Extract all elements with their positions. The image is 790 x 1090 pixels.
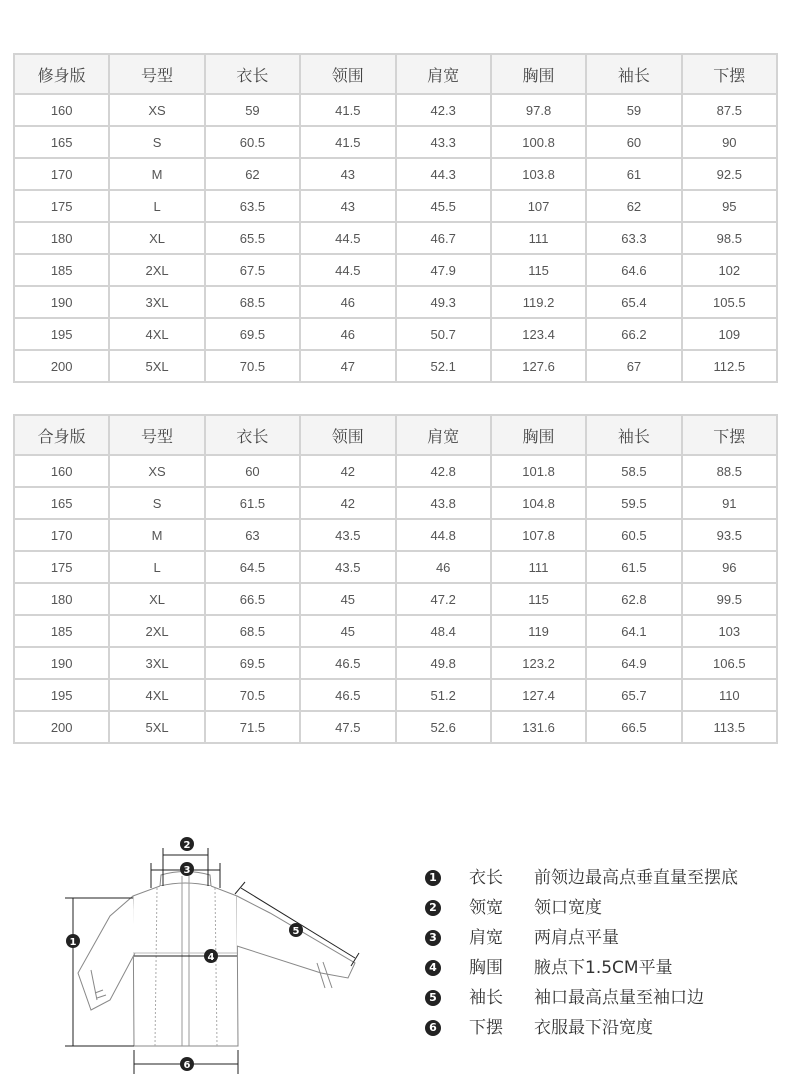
number-3-icon: 3 — [425, 930, 441, 946]
table-cell: S — [109, 126, 204, 158]
table-cell: 119.2 — [491, 286, 586, 318]
table-cell: 60 — [586, 126, 681, 158]
table-row — [14, 158, 777, 190]
table-cell: 90 — [682, 126, 777, 158]
table-cell: 2XL — [109, 615, 204, 647]
jacket-measurement-diagram — [55, 828, 375, 1083]
table-cell: 112.5 — [682, 350, 777, 382]
table-cell: 64.6 — [586, 254, 681, 286]
table-cell: 44.3 — [396, 158, 491, 190]
number-2-icon: 2 — [425, 900, 441, 916]
header-cell: 衣长 — [205, 54, 300, 94]
table-cell: XL — [109, 222, 204, 254]
number-1-icon: 1 — [425, 870, 441, 886]
header-cell: 肩宽 — [396, 415, 491, 455]
header-cell: 衣长 — [205, 415, 300, 455]
table-cell: 107.8 — [491, 519, 586, 551]
legend-item-name: 袖长 — [469, 988, 503, 1008]
table-row — [14, 519, 777, 551]
table-cell: 131.6 — [491, 711, 586, 743]
table-cell: 101.8 — [491, 455, 586, 487]
header-cell: 肩宽 — [396, 54, 491, 94]
table-cell: 123.4 — [491, 318, 586, 350]
table-cell: 62 — [205, 158, 300, 190]
table-cell: 98.5 — [682, 222, 777, 254]
table-cell: 105.5 — [682, 286, 777, 318]
legend-item-description: 衣服最下沿宽度 — [534, 1018, 653, 1038]
table-cell: 127.4 — [491, 679, 586, 711]
table-row — [14, 222, 777, 254]
table-cell: M — [109, 519, 204, 551]
table-cell: 47.5 — [300, 711, 395, 743]
table-cell: 66.5 — [586, 711, 681, 743]
table-cell: 67.5 — [205, 254, 300, 286]
table-cell: 47.9 — [396, 254, 491, 286]
table-cell: 69.5 — [205, 647, 300, 679]
table-cell: 67 — [586, 350, 681, 382]
legend-item-name: 肩宽 — [469, 928, 503, 948]
table-cell: 160 — [14, 94, 109, 126]
table-cell: XS — [109, 94, 204, 126]
table-cell: 200 — [14, 711, 109, 743]
table-cell: 190 — [14, 647, 109, 679]
table-cell: XL — [109, 583, 204, 615]
number-6-icon: 6 — [425, 1020, 441, 1036]
header-cell: 下摆 — [682, 54, 777, 94]
table-cell: 61 — [586, 158, 681, 190]
table-cell: 3XL — [109, 286, 204, 318]
table-cell: 106.5 — [682, 647, 777, 679]
table-cell: 65.5 — [205, 222, 300, 254]
table-cell: 46.7 — [396, 222, 491, 254]
table-cell: 50.7 — [396, 318, 491, 350]
table-header-row — [14, 54, 777, 94]
table-cell: 46.5 — [300, 647, 395, 679]
table-cell: 52.6 — [396, 711, 491, 743]
table-cell: 175 — [14, 551, 109, 583]
table-row — [14, 126, 777, 158]
table-cell: 115 — [491, 254, 586, 286]
table-cell: 42 — [300, 455, 395, 487]
table-cell: 64.1 — [586, 615, 681, 647]
table-cell: 123.2 — [491, 647, 586, 679]
table-cell: 119 — [491, 615, 586, 647]
table-cell: 51.2 — [396, 679, 491, 711]
marker-6-label: 6 — [183, 1060, 191, 1071]
table-row — [14, 647, 777, 679]
table-cell: 41.5 — [300, 94, 395, 126]
table-header-row — [14, 415, 777, 455]
table-cell: 59.5 — [586, 487, 681, 519]
table-cell: 170 — [14, 158, 109, 190]
table-cell: 43 — [300, 190, 395, 222]
table-row — [14, 711, 777, 743]
table-cell: 103.8 — [491, 158, 586, 190]
table-cell: 4XL — [109, 679, 204, 711]
header-cell: 下摆 — [682, 415, 777, 455]
table-row — [14, 350, 777, 382]
header-cell: 合身版 — [14, 415, 109, 455]
table-cell: 111 — [491, 551, 586, 583]
table-cell: 47 — [300, 350, 395, 382]
table-cell: 46 — [300, 318, 395, 350]
table-cell: 58.5 — [586, 455, 681, 487]
marker-1-label: 1 — [69, 937, 77, 948]
table-row — [14, 254, 777, 286]
table-row — [14, 455, 777, 487]
table-cell: 170 — [14, 519, 109, 551]
table-cell: 62.8 — [586, 583, 681, 615]
table-cell: 63.5 — [205, 190, 300, 222]
table-cell: 60.5 — [205, 126, 300, 158]
header-cell: 修身版 — [14, 54, 109, 94]
table-cell: 46 — [396, 551, 491, 583]
legend-item-name: 胸围 — [469, 958, 503, 978]
table-cell: 71.5 — [205, 711, 300, 743]
table-cell: 44.5 — [300, 254, 395, 286]
table-cell: 45.5 — [396, 190, 491, 222]
marker-3-label: 3 — [183, 865, 191, 876]
table-cell: 111 — [491, 222, 586, 254]
table-cell: 64.5 — [205, 551, 300, 583]
table-cell: 160 — [14, 455, 109, 487]
table-cell: 113.5 — [682, 711, 777, 743]
table-cell: 66.5 — [205, 583, 300, 615]
legend-item-description: 腋点下1.5CM平量 — [534, 958, 673, 978]
table-cell: 180 — [14, 583, 109, 615]
table-cell: 43 — [300, 158, 395, 190]
table-cell: 46.5 — [300, 679, 395, 711]
marker-2-label: 2 — [183, 840, 191, 851]
table-cell: 52.1 — [396, 350, 491, 382]
legend-item-name: 衣长 — [469, 868, 503, 888]
table-cell: 4XL — [109, 318, 204, 350]
table-cell: L — [109, 190, 204, 222]
table-cell: 95 — [682, 190, 777, 222]
table-cell: 185 — [14, 615, 109, 647]
marker-5-label: 5 — [292, 926, 300, 937]
table-row — [14, 94, 777, 126]
table-cell: 42.8 — [396, 455, 491, 487]
regular-fit-size-table — [13, 414, 778, 744]
table-cell: 200 — [14, 350, 109, 382]
table-cell: 110 — [682, 679, 777, 711]
table-cell: 45 — [300, 583, 395, 615]
table-cell: 62 — [586, 190, 681, 222]
legend-item-description: 两肩点平量 — [534, 928, 619, 948]
table-cell: 41.5 — [300, 126, 395, 158]
table-cell: 63 — [205, 519, 300, 551]
table-cell: 5XL — [109, 711, 204, 743]
table-cell: 43.5 — [300, 519, 395, 551]
legend-item-description: 前领边最高点垂直量至摆底 — [534, 868, 738, 888]
table-cell: 60 — [205, 455, 300, 487]
table-cell: 70.5 — [205, 679, 300, 711]
table-cell: XS — [109, 455, 204, 487]
table-cell: 47.2 — [396, 583, 491, 615]
table-cell: 68.5 — [205, 615, 300, 647]
header-cell: 袖长 — [586, 415, 681, 455]
table-cell: 99.5 — [682, 583, 777, 615]
table-cell: 60.5 — [586, 519, 681, 551]
table-cell: 97.8 — [491, 94, 586, 126]
table-row — [14, 286, 777, 318]
table-cell: 103 — [682, 615, 777, 647]
table-cell: 66.2 — [586, 318, 681, 350]
table-cell: L — [109, 551, 204, 583]
table-cell: 96 — [682, 551, 777, 583]
table-cell: 180 — [14, 222, 109, 254]
header-cell: 领围 — [300, 415, 395, 455]
table-cell: 104.8 — [491, 487, 586, 519]
slim-fit-size-table — [13, 53, 778, 383]
table-cell: 45 — [300, 615, 395, 647]
table-cell: 175 — [14, 190, 109, 222]
table-cell: 44.5 — [300, 222, 395, 254]
table-cell: 64.9 — [586, 647, 681, 679]
header-cell: 胸围 — [491, 54, 586, 94]
table-cell: 185 — [14, 254, 109, 286]
header-cell: 号型 — [109, 415, 204, 455]
table-cell: 43.3 — [396, 126, 491, 158]
table-cell: 46 — [300, 286, 395, 318]
table-cell: 5XL — [109, 350, 204, 382]
table-cell: 49.8 — [396, 647, 491, 679]
table-cell: 68.5 — [205, 286, 300, 318]
table-cell: 49.3 — [396, 286, 491, 318]
header-cell: 领围 — [300, 54, 395, 94]
table-cell: 190 — [14, 286, 109, 318]
table-cell: 3XL — [109, 647, 204, 679]
table-cell: 44.8 — [396, 519, 491, 551]
table-row — [14, 615, 777, 647]
table-cell: 43.8 — [396, 487, 491, 519]
legend-item-description: 领口宽度 — [534, 898, 602, 918]
table-cell: 61.5 — [586, 551, 681, 583]
table-cell: 61.5 — [205, 487, 300, 519]
table-cell: 127.6 — [491, 350, 586, 382]
table-row — [14, 679, 777, 711]
table-cell: 43.5 — [300, 551, 395, 583]
table-cell: 65.4 — [586, 286, 681, 318]
table-cell: 2XL — [109, 254, 204, 286]
header-cell: 号型 — [109, 54, 204, 94]
table-cell: 109 — [682, 318, 777, 350]
header-cell: 胸围 — [491, 415, 586, 455]
table-cell: 65.7 — [586, 679, 681, 711]
table-cell: 93.5 — [682, 519, 777, 551]
table-row — [14, 318, 777, 350]
table-cell: M — [109, 158, 204, 190]
table-row — [14, 551, 777, 583]
table-cell: 165 — [14, 487, 109, 519]
table-cell: 42 — [300, 487, 395, 519]
legend-item-name: 领宽 — [469, 898, 503, 918]
table-cell: S — [109, 487, 204, 519]
table-cell: 63.3 — [586, 222, 681, 254]
table-cell: 87.5 — [682, 94, 777, 126]
table-cell: 195 — [14, 318, 109, 350]
legend-item-name: 下摆 — [469, 1018, 503, 1038]
table-cell: 88.5 — [682, 455, 777, 487]
table-cell: 59 — [586, 94, 681, 126]
table-row — [14, 583, 777, 615]
table-cell: 91 — [682, 487, 777, 519]
table-row — [14, 487, 777, 519]
legend-item-description: 袖口最高点量至袖口边 — [534, 988, 704, 1008]
table-cell: 69.5 — [205, 318, 300, 350]
table-cell: 92.5 — [682, 158, 777, 190]
table-cell: 48.4 — [396, 615, 491, 647]
table-cell: 107 — [491, 190, 586, 222]
table-cell: 100.8 — [491, 126, 586, 158]
header-cell: 袖长 — [586, 54, 681, 94]
number-4-icon: 4 — [425, 960, 441, 976]
table-cell: 195 — [14, 679, 109, 711]
marker-4-label: 4 — [207, 952, 215, 963]
table-cell: 42.3 — [396, 94, 491, 126]
table-row — [14, 190, 777, 222]
table-cell: 165 — [14, 126, 109, 158]
table-cell: 59 — [205, 94, 300, 126]
number-5-icon: 5 — [425, 990, 441, 1006]
table-cell: 70.5 — [205, 350, 300, 382]
table-cell: 115 — [491, 583, 586, 615]
table-cell: 102 — [682, 254, 777, 286]
